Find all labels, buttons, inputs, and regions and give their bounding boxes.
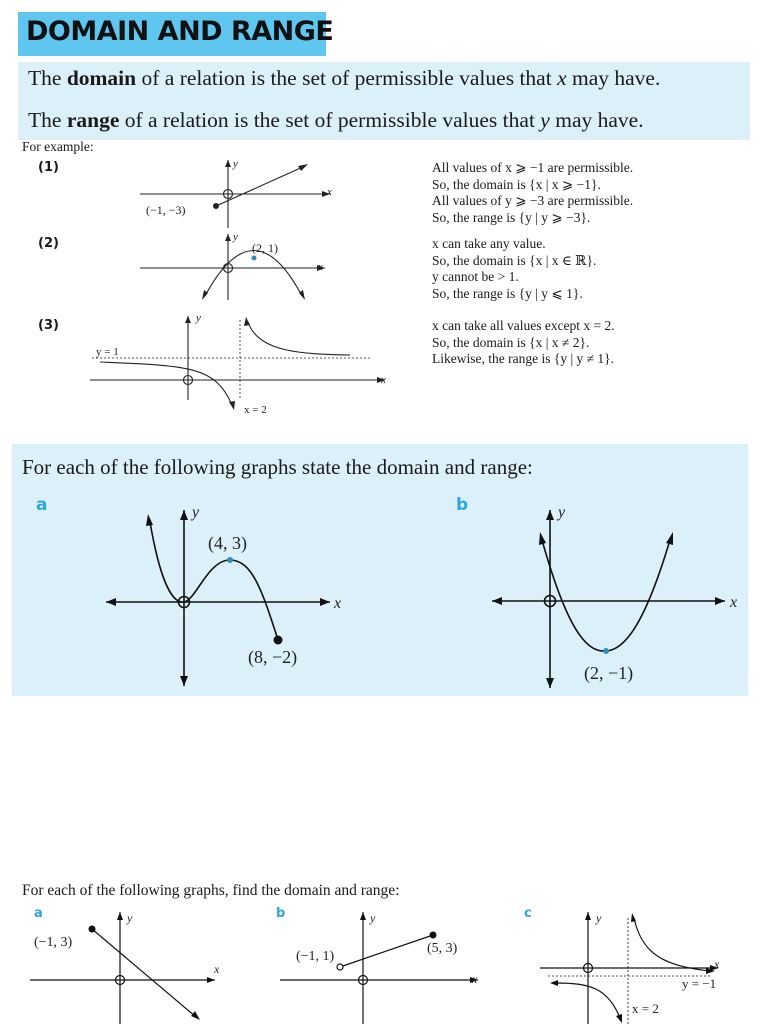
example-number: (3): [38, 318, 59, 333]
y-axis-label: y: [192, 504, 200, 521]
y-axis-label: y: [127, 911, 133, 925]
x-axis-label: x: [318, 261, 323, 273]
asymptote-label: y = −1: [682, 976, 717, 991]
asymptote-label: x = 2: [632, 1001, 659, 1016]
y-axis-label: y: [370, 911, 376, 925]
y-axis-label: y: [596, 911, 602, 925]
example-explanation: All values of x ⩾ −1 are permissible. So, the domain is {x | x ⩾ −1}. All values of y ⩾ −3 are permissible. So, the range is {y | y ⩾ −3}.: [432, 160, 634, 225]
page-title: DOMAIN AND RANGE: [26, 16, 334, 47]
asymptote-label: y = 1: [96, 346, 119, 358]
x-axis-label: x: [214, 962, 220, 976]
x-axis-label: x: [381, 374, 386, 386]
part-letter: a: [36, 495, 48, 515]
example-explanation: x can take all values except x = 2. So, the domain is {x | x ≠ 2}. Likewise, the range is {y | y ≠ 1}.: [432, 318, 615, 366]
part-letter: c: [524, 906, 532, 921]
examples-intro: For example:: [22, 139, 94, 154]
range-definition: The range of a relation is the set of permissible values that y may have.: [28, 108, 644, 132]
part-letter: b: [456, 495, 469, 515]
part-letter: b: [276, 906, 286, 921]
y-axis-label: y: [233, 231, 238, 243]
x-axis-label: x: [327, 186, 332, 198]
point-label: (2, 1): [252, 241, 278, 255]
x-axis-label: x: [472, 972, 478, 986]
point-label: (5, 3): [427, 941, 458, 956]
y-axis-label: y: [196, 312, 201, 324]
minimum-label: (2, −1): [584, 663, 634, 683]
point-label: (−1, 1): [296, 949, 335, 964]
domain-definition: The domain of a relation is the set of permissible values that x may have.: [28, 66, 661, 90]
asymptote-label: x = 2: [244, 404, 267, 416]
question-heading: For each of the following graphs, find the domain and range:: [22, 882, 400, 899]
example-number: (2): [38, 236, 59, 251]
x-axis-label: x: [714, 957, 720, 971]
example-explanation: x can take any value. So, the domain is {x | x ∈ ℝ}. y cannot be > 1. So, the range is {y | y ⩽ 1}.: [432, 236, 597, 301]
question-heading: For each of the following graphs state the domain and range:: [22, 455, 533, 479]
endpoint-label: (8, −2): [248, 647, 298, 667]
point-label: (−1, 3): [34, 935, 73, 950]
point-label: (−1, −3): [146, 203, 186, 217]
x-axis-label: x: [730, 594, 738, 611]
y-axis-label: y: [558, 504, 566, 521]
example-number: (1): [38, 160, 59, 175]
y-axis-label: y: [233, 158, 238, 170]
maximum-label: (4, 3): [208, 533, 247, 553]
x-axis-label: x: [334, 595, 342, 612]
part-letter: a: [34, 906, 43, 921]
